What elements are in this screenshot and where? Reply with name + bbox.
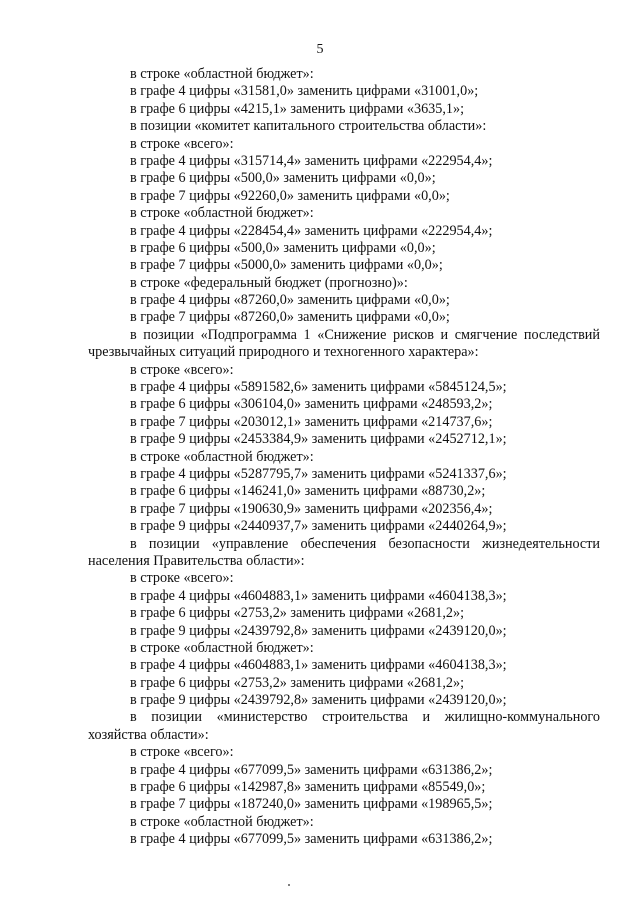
text-line: в строке «всего»: bbox=[130, 744, 234, 761]
text-line: в графе 7 цифры «5000,0» заменить цифрами «0,0»; bbox=[130, 257, 443, 274]
text-line: в графе 6 цифры «2753,2» заменить цифрами «2681,2»; bbox=[130, 674, 465, 691]
text-line: в строке «областной бюджет»: bbox=[130, 205, 314, 222]
text-line: в строке «всего»: bbox=[130, 135, 234, 152]
text-line: в графе 4 цифры «31581,0» заменить цифрами «31001,0»; bbox=[130, 83, 479, 100]
text-line: в графе 6 цифры «500,0» заменить цифрами «0,0»; bbox=[130, 170, 436, 187]
text-line: в графе 7 цифры «187240,0» заменить цифрами «198965,5»; bbox=[130, 796, 493, 813]
text-line: в графе 4 цифры «677099,5» заменить цифрами «631386,2»; bbox=[130, 831, 493, 848]
text-line: в графе 7 цифры «87260,0» заменить цифрами «0,0»; bbox=[130, 309, 450, 326]
text-line: в графе 6 цифры «2753,2» заменить цифрами «2681,2»; bbox=[130, 605, 465, 622]
text-line: в графе 7 цифры «203012,1» заменить цифрами «214737,6»; bbox=[130, 413, 493, 430]
text-line: в строке «всего»: bbox=[130, 361, 234, 378]
text-line: в позиции «управление обеспечения безопасности жизнедеятельности bbox=[130, 535, 600, 552]
scan-speck bbox=[288, 884, 290, 886]
text-line: в графе 4 цифры «4604883,1» заменить цифрами «4604138,3»; bbox=[130, 657, 507, 674]
text-line: в графе 4 цифры «5287795,7» заменить цифрами «5241337,6»; bbox=[130, 465, 507, 482]
text-line: в строке «областной бюджет»: bbox=[130, 813, 314, 830]
text-line: в строке «всего»: bbox=[130, 570, 234, 587]
text-line: в графе 4 цифры «4604883,1» заменить цифрами «4604138,3»; bbox=[130, 587, 507, 604]
text-line: в графе 4 цифры «5891582,6» заменить цифрами «5845124,5»; bbox=[130, 379, 507, 396]
text-line: в позиции «комитет капитального строительства области»: bbox=[130, 118, 487, 135]
text-line: в графе 4 цифры «87260,0» заменить цифрами «0,0»; bbox=[130, 292, 450, 309]
text-line: в графе 6 цифры «306104,0» заменить цифрами «248593,2»; bbox=[130, 396, 493, 413]
text-line: в графе 9 цифры «2440937,7» заменить цифрами «2440264,9»; bbox=[130, 518, 507, 535]
page-number: 5 bbox=[316, 42, 324, 57]
text-line: в графе 7 цифры «190630,9» заменить цифрами «202356,4»; bbox=[130, 500, 493, 517]
text-line: в графе 4 цифры «315714,4» заменить цифрами «222954,4»; bbox=[130, 152, 493, 169]
text-line: в графе 6 цифры «500,0» заменить цифрами «0,0»; bbox=[130, 239, 436, 256]
text-line: в графе 6 цифры «146241,0» заменить цифрами «88730,2»; bbox=[130, 483, 486, 500]
text-line: в позиции «Подпрограмма 1 «Снижение рисков и смягчение последствий bbox=[130, 326, 600, 343]
text-line: чрезвычайных ситуаций природного и техногенного характера»: bbox=[88, 344, 479, 361]
text-line: в строке «областной бюджет»: bbox=[130, 639, 314, 656]
text-line: в графе 9 цифры «2439792,8» заменить цифрами «2439120,0»; bbox=[130, 692, 507, 709]
text-line: хозяйства области»: bbox=[88, 726, 209, 743]
text-line: населения Правительства области»: bbox=[88, 552, 305, 569]
document-body bbox=[88, 66, 600, 849]
text-line: в графе 6 цифры «142987,8» заменить цифрами «85549,0»; bbox=[130, 779, 486, 796]
text-line: в строке «областной бюджет»: bbox=[130, 66, 314, 82]
text-line: в позиции «министерство строительства и жилищно-коммунального bbox=[130, 709, 600, 726]
text-line: в графе 9 цифры «2439792,8» заменить цифрами «2439120,0»; bbox=[130, 622, 507, 639]
text-line: в строке «областной бюджет»: bbox=[130, 448, 314, 465]
text-line: в строке «федеральный бюджет (прогнозно)»: bbox=[130, 274, 408, 291]
text-line: в графе 9 цифры «2453384,9» заменить цифрами «2452712,1»; bbox=[130, 431, 507, 448]
text-line: в графе 7 цифры «92260,0» заменить цифрами «0,0»; bbox=[130, 187, 450, 204]
text-line: в графе 4 цифры «228454,4» заменить цифрами «222954,4»; bbox=[130, 222, 493, 239]
text-line: в графе 6 цифры «4215,1» заменить цифрами «3635,1»; bbox=[130, 100, 465, 117]
text-line: в графе 4 цифры «677099,5» заменить цифрами «631386,2»; bbox=[130, 761, 493, 778]
